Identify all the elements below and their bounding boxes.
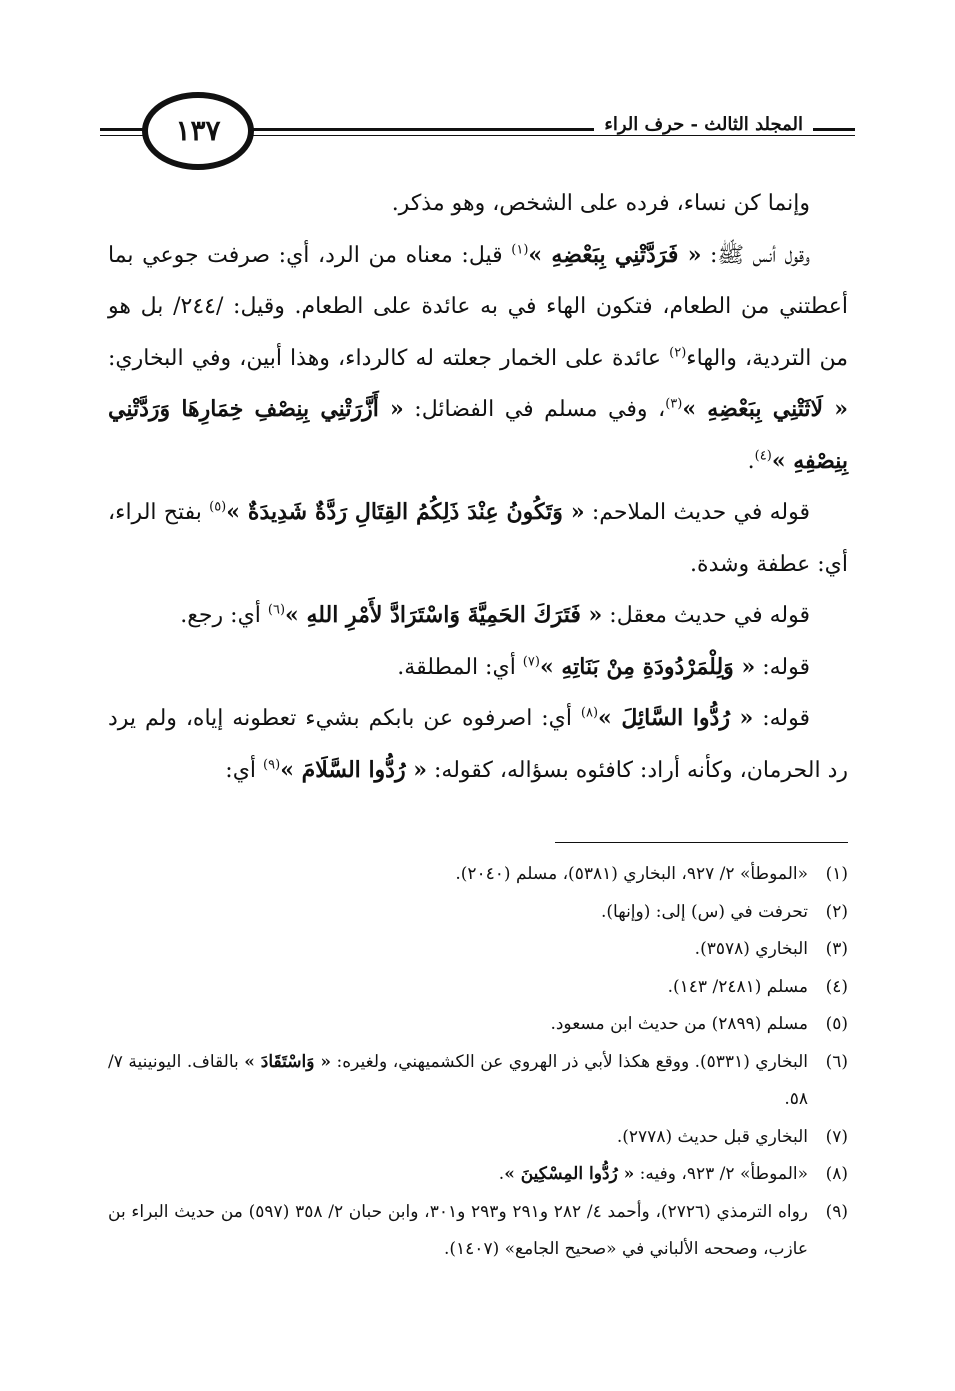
footnote-ref: (٩) <box>263 757 281 773</box>
text-run: ، وفي مسلم في الفضائل: <box>403 397 666 422</box>
footnote-run: البخاري (٥٣٣١). ووقع هكذا لأبي ذر الهروي عن الكشميهني، ولغيره: <box>331 1051 808 1072</box>
footnote-quote: « رُدُّوا المِسْكِينَ » <box>504 1164 635 1184</box>
footnote-text <box>601 902 808 922</box>
text-run: قيل: معناه من الرد، أي: صرفت جوعي بما أعطتني من الطعام، فتكون الهاء في به عائدة على الطعام. وقيل: /٢٤٤/ بل هو من التردية، والهاء <box>108 242 848 371</box>
footnote-number: (٨) <box>825 1164 848 1184</box>
footnote-run: مسلم (٢٤٨١/ ١٤٣). <box>667 976 808 997</box>
footnote-ref: (٣) <box>665 396 683 412</box>
footnote-ref: (٨) <box>580 705 599 721</box>
footnote <box>108 1156 848 1194</box>
hadith-quote: « لَاثَتْنِي بِبَعْضِهِ » <box>682 396 848 422</box>
footnote-text <box>695 939 808 959</box>
text-run: أي: المطلقة. <box>397 654 523 680</box>
footnote-text <box>499 1164 808 1184</box>
footnote-number: (٢) <box>825 901 848 922</box>
footnote-number: (١) <box>825 864 848 884</box>
text-run: . <box>747 448 755 474</box>
footnote <box>108 1194 848 1269</box>
text-run: أي: اصرفوه عن بابكم بشيء تعطونه إياه، ولم يرد رد الحرمان، وكأنه أراد: كافئوه بسؤاله، كقوله: <box>108 706 848 783</box>
page-number: ١٣٧ <box>175 114 221 147</box>
text-run: قوله في حديث الملاحم: <box>584 500 810 525</box>
text-run: أي: <box>225 757 264 783</box>
footnote-text <box>108 1052 808 1110</box>
footnote-text <box>108 1202 808 1260</box>
footnote <box>108 856 848 894</box>
footnote-run: البخاري قبل حديث (٢٧٧٨). <box>616 1126 808 1147</box>
footnote <box>108 969 848 1007</box>
footnote-ref: (٤) <box>754 448 772 464</box>
footnote-run: «الموطأ» ٢/ ٩٢٣، وفيه: <box>634 1164 808 1184</box>
footnote <box>108 1119 848 1157</box>
text-run: وإنما كن نساء، فرده على الشخص، وهو مذكر. <box>391 191 810 216</box>
header-rule-right-thin <box>252 135 855 136</box>
footnote-ref: (١) <box>511 242 529 258</box>
hadith-quote: « فَتَرَكَ الحَمِيَّةَ وَاسْتَرَادَّ لأَمْرِ اللهِ » <box>285 602 603 628</box>
main-text <box>108 178 848 796</box>
text-run: قوله: <box>755 654 810 680</box>
hadith-quote: « رُدُّوا السَّلَامَ » <box>280 756 428 783</box>
page-header <box>100 92 855 172</box>
footnote-number: (٩) <box>825 1201 848 1222</box>
paragraph <box>108 693 848 796</box>
footnote-separator <box>555 842 848 843</box>
paragraph <box>108 178 848 230</box>
footnote-ref: (٢) <box>669 345 687 361</box>
footnote-run: البخاري (٣٥٧٨). <box>694 939 808 959</box>
footnote-number: (٤) <box>825 976 848 997</box>
footnote-text <box>668 977 808 997</box>
footnote <box>108 1006 848 1044</box>
footnote-text <box>455 864 808 884</box>
footnote-ref: (٦) <box>267 602 286 618</box>
footnote-number: (٥) <box>825 1014 848 1034</box>
hadith-quote: « أَزَّرَتْنِي بِنِصْفِ خِمَارِهَا وَرَدَّتْنِي بِنِصْفِهِ » <box>108 396 848 474</box>
footnote <box>108 931 848 969</box>
footnote-run: بالقاف. اليونينية ٧/ ٥٨. <box>108 1051 808 1109</box>
footnote <box>108 1044 848 1119</box>
footnote-text <box>550 1014 808 1034</box>
text-run: بفتح الراء، أي: عطفة وشدة. <box>108 500 848 577</box>
footnote-run: «الموطأ» ٢/ ٩٢٧، البخاري (٥٣٨١)، مسلم (٢٠٤٠). <box>455 864 808 884</box>
running-head: المجلد الثالث - حرف الراء <box>594 114 813 135</box>
footnote-number: (٣) <box>825 939 848 959</box>
footnote-run: رواه الترمذي (٢٧٢٦)، وأحمد ٤/ ٢٨٢ و٢٩١ و٢٩٣ و٣٠١، وابن حبان ٢/ ٣٥٨ (٥٩٧) من حديث البراء بن عازب، وصححه الألباني في «صحيح الجامع» (١٤٠٧). <box>108 1201 808 1259</box>
paragraph <box>108 590 848 642</box>
footnote-run: مسلم (٢٨٩٩) من حديث ابن مسعود. <box>550 1014 808 1034</box>
footnote <box>108 894 848 932</box>
hadith-quote: « وَلِلْمَرْدُودَةِ مِنْ بَنَاتِهِ » <box>539 653 756 680</box>
footnote-number: (٧) <box>825 1126 848 1147</box>
text-run: عائدة على الخمار جعلته له كالرداء، وهذا أبين، وفي البخاري: <box>108 345 670 371</box>
text-run: أي: رجع. <box>180 603 268 628</box>
footnote-run: . <box>498 1164 505 1184</box>
text-run: قوله: <box>753 706 810 731</box>
hadith-quote: « رُدُّوا السَّائِلَ » <box>598 705 754 731</box>
footnote-number: (٦) <box>825 1051 848 1072</box>
footnote-text <box>617 1127 808 1147</box>
footnotes <box>108 856 848 1269</box>
text-run: قوله في حديث معقل: <box>602 603 810 628</box>
hadith-quote: « وَتَكُونُ عِنْدَ ذَلِكُمُ القِتَالِ رَدَّةٌ شَدِيدَةٌ » <box>226 499 585 525</box>
footnote-quote: « وَاسْتَقَادَ » <box>244 1051 332 1072</box>
footnote-ref: (٥) <box>209 499 227 515</box>
text-run: وقول أنس ﷺ: <box>701 242 810 268</box>
footnote-ref: (٧) <box>522 654 540 670</box>
paragraph <box>108 642 848 694</box>
hadith-quote: « فَرَدَّتْنِي بِبَعْضِهِ » <box>528 241 702 268</box>
paragraph <box>108 230 848 488</box>
footnote-run: تحرفت في (س) إلى: (وإنها). <box>601 901 808 922</box>
paragraph <box>108 487 848 590</box>
